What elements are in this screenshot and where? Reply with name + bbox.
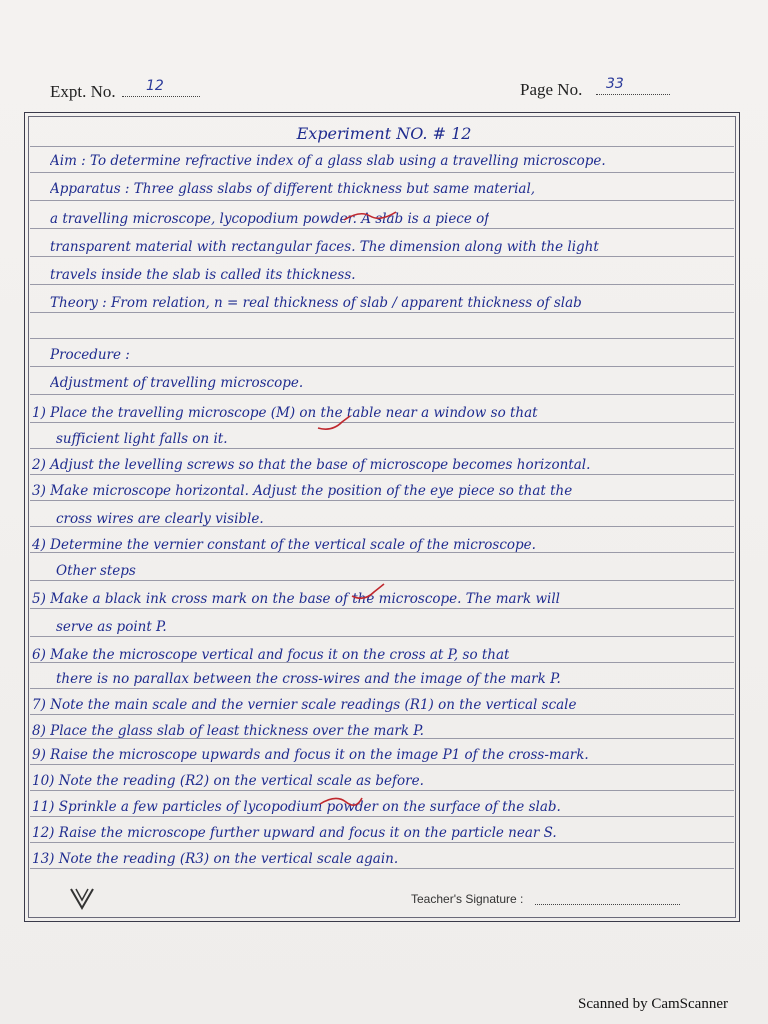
ruled-line	[30, 868, 734, 869]
text-line: 4) Determine the vernier constant of the vertical scale of the microscope.	[32, 537, 536, 553]
ruled-line	[30, 366, 734, 367]
ruled-line	[30, 608, 734, 609]
text-line: 10) Note the reading (R2) on the vertical scale as before.	[32, 773, 424, 789]
text-line: 9) Raise the microscope upwards and focus it on the image P1 of the cross-mark.	[32, 747, 589, 763]
ruled-line	[30, 228, 734, 229]
expt-no-label: Expt. No.	[50, 82, 116, 101]
page-no-label: Page No.	[520, 80, 583, 99]
text-line: 7) Note the main scale and the vernier scale readings (R1) on the vertical scale	[32, 697, 577, 713]
experiment-title: Experiment NO. # 12	[296, 124, 472, 143]
text-line: travels inside the slab is called its thickness.	[50, 267, 356, 283]
ruled-line	[30, 200, 734, 201]
text-line: cross wires are clearly visible.	[56, 511, 264, 527]
text-line: 3) Make microscope horizontal. Adjust the position of the eye piece so that the	[32, 483, 573, 499]
signature-rule	[535, 904, 680, 905]
ruled-line	[30, 312, 734, 313]
text-line: 8) Place the glass slab of least thickness over the mark P.	[32, 723, 424, 739]
ruled-line	[30, 172, 734, 173]
expt-no-rule	[122, 96, 200, 97]
text-line: serve as point P.	[56, 619, 167, 635]
teacher-signature-label: Teacher's Signature :	[411, 892, 524, 906]
ruled-line	[30, 256, 734, 257]
ruled-line	[30, 500, 734, 501]
text-line: there is no parallax between the cross-wires and the image of the mark P.	[56, 671, 561, 687]
ruled-line	[30, 636, 734, 637]
page-no-rule	[596, 94, 670, 95]
text-line: Aim : To determine refractive index of a glass slab using a travelling microscope.	[50, 153, 606, 169]
notebook-logo-icon	[68, 884, 96, 912]
text-line: 6) Make the microscope vertical and focus it on the cross at P, so that	[32, 647, 510, 663]
page-no-value: 33	[606, 76, 624, 92]
text-line: Theory : From relation, n = real thickness of slab / apparent thickness of slab	[50, 295, 582, 311]
ruled-line	[30, 422, 734, 423]
text-line: 12) Raise the microscope further upward and focus it on the particle near S.	[32, 825, 557, 841]
correction-mark	[316, 790, 366, 810]
text-line: a travelling microscope, lycopodium powder. A slab is a piece of	[50, 211, 490, 227]
ruled-line	[30, 688, 734, 689]
text-line: Procedure :	[50, 347, 130, 363]
text-line: sufficient light falls on it.	[56, 431, 228, 447]
text-line: Other steps	[56, 563, 136, 579]
text-line: transparent material with rectangular faces. The dimension along with the light	[50, 239, 599, 255]
ruled-line	[30, 764, 734, 765]
text-line: 5) Make a black ink cross mark on the base of the microscope. The mark will	[32, 591, 560, 607]
ruled-line	[30, 146, 734, 147]
ruled-line	[30, 842, 734, 843]
text-line: Adjustment of travelling microscope.	[50, 375, 304, 391]
ruled-line	[30, 790, 734, 791]
ruled-line	[30, 338, 734, 339]
ruled-line	[30, 580, 734, 581]
text-line: 2) Adjust the levelling screws so that the base of microscope becomes horizontal.	[32, 457, 591, 473]
text-line: 1) Place the travelling microscope (M) on the table near a window so that	[32, 405, 538, 421]
correction-mark	[350, 582, 390, 604]
correction-mark	[316, 414, 356, 434]
correction-mark	[340, 206, 400, 226]
ruled-line	[30, 816, 734, 817]
text-line: 13) Note the reading (R3) on the vertical scale again.	[32, 851, 399, 867]
ruled-line	[30, 394, 734, 395]
ruled-line	[30, 448, 734, 449]
ruled-line	[30, 284, 734, 285]
scanner-watermark: Scanned by CamScanner	[578, 996, 728, 1012]
ruled-line	[30, 714, 734, 715]
expt-no-value: 12	[146, 78, 164, 94]
text-line: Apparatus : Three glass slabs of different thickness but same material,	[50, 181, 536, 197]
text-line: 11) Sprinkle a few particles of lycopodium powder on the surface of the slab.	[32, 799, 561, 815]
ruled-line	[30, 474, 734, 475]
